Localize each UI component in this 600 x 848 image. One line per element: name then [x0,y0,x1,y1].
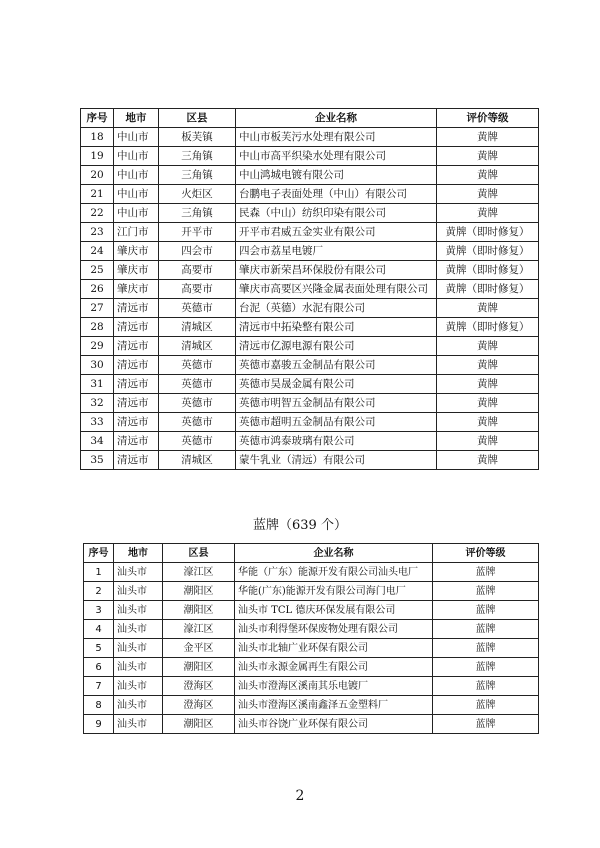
row-rating: 黄牌（即时修复） [437,223,539,242]
header-company: 企业名称 [236,109,437,128]
row-index: 29 [81,337,114,356]
row-city: 肇庆市 [114,242,159,261]
row-city: 清远市 [114,318,159,337]
row-city: 清远市 [114,451,159,470]
row-district: 清城区 [159,451,236,470]
row-rating: 黄牌（即时修复） [437,318,539,337]
table-row [81,185,539,204]
row-company: 蒙牛乳业（清远）有限公司 [236,451,437,470]
header-index: 序号 [81,109,114,128]
table-row [81,204,539,223]
row-district: 潮阳区 [163,601,235,620]
row-company: 台鹏电子表面处理（中山）有限公司 [236,185,437,204]
row-company: 英德市昊晟金属有限公司 [236,375,437,394]
row-rating: 蓝牌 [433,582,539,601]
row-city: 清远市 [114,432,159,451]
table-row [84,582,539,601]
header-district: 区县 [159,109,236,128]
table-row [84,563,539,582]
row-rating: 黄牌 [437,299,539,318]
row-index: 20 [81,166,114,185]
row-city: 中山市 [114,185,159,204]
row-company: 台泥（英德）水泥有限公司 [236,299,437,318]
table-row [81,432,539,451]
row-district: 濠江区 [163,563,235,582]
row-rating: 黄牌 [437,375,539,394]
row-district: 金平区 [163,639,235,658]
row-district: 濠江区 [163,620,235,639]
table-row [81,261,539,280]
row-index: 33 [81,413,114,432]
row-company: 肇庆市新荣昌环保股份有限公司 [236,261,437,280]
table-row [81,223,539,242]
row-index: 3 [84,601,114,620]
row-rating: 黄牌 [437,451,539,470]
row-district: 潮阳区 [163,658,235,677]
row-index: 26 [81,280,114,299]
row-index: 8 [84,696,114,715]
row-district: 清城区 [159,318,236,337]
row-city: 中山市 [114,147,159,166]
row-district: 三角镇 [159,204,236,223]
row-city: 清远市 [114,356,159,375]
table-row [84,715,539,734]
row-company: 汕头市澄海区溪南其乐电镀厂 [235,677,433,696]
row-company: 汕头市谷饶广业环保有限公司 [235,715,433,734]
row-rating: 黄牌 [437,432,539,451]
row-rating: 黄牌 [437,128,539,147]
row-city: 清远市 [114,299,159,318]
row-district: 板芙镇 [159,128,236,147]
row-rating: 黄牌（即时修复） [437,261,539,280]
row-index: 9 [84,715,114,734]
row-company: 华能（广东）能源开发有限公司汕头电厂 [235,563,433,582]
row-city: 中山市 [114,128,159,147]
table-row [81,166,539,185]
row-company: 华能(广东)能源开发有限公司海门电厂 [235,582,433,601]
header-index: 序号 [84,544,114,563]
table-row [81,147,539,166]
table-row [81,318,539,337]
row-district: 潮阳区 [163,715,235,734]
row-rating: 黄牌 [437,337,539,356]
row-city: 肇庆市 [114,280,159,299]
row-district: 英德市 [159,299,236,318]
row-city: 汕头市 [114,601,163,620]
row-district: 英德市 [159,432,236,451]
row-index: 23 [81,223,114,242]
table-row [84,658,539,677]
table-row [81,242,539,261]
row-city: 江门市 [114,223,159,242]
row-city: 汕头市 [114,639,163,658]
table-row [81,356,539,375]
table-header-row [84,544,539,563]
header-rating: 评价等级 [437,109,539,128]
row-district: 三角镇 [159,147,236,166]
table-row [81,451,539,470]
page-number: 2 [295,788,305,804]
blue-card-table [83,543,539,734]
row-district: 英德市 [159,413,236,432]
table-row [84,639,539,658]
header-district: 区县 [163,544,235,563]
row-rating: 黄牌（即时修复） [437,242,539,261]
row-company: 汕头市永源金属再生有限公司 [235,658,433,677]
row-rating: 黄牌 [437,166,539,185]
table-row [81,375,539,394]
header-city: 地市 [114,109,159,128]
row-rating: 蓝牌 [433,677,539,696]
table-row [81,280,539,299]
row-city: 清远市 [114,413,159,432]
table-row [84,620,539,639]
row-index: 24 [81,242,114,261]
row-company: 汕头市澄海区溪南鑫泽五金塑料厂 [235,696,433,715]
row-index: 27 [81,299,114,318]
row-district: 高要市 [159,280,236,299]
row-rating: 蓝牌 [433,620,539,639]
row-index: 7 [84,677,114,696]
table-row [81,299,539,318]
row-district: 澄海区 [163,696,235,715]
row-index: 2 [84,582,114,601]
row-rating: 蓝牌 [433,658,539,677]
row-rating: 黄牌 [437,185,539,204]
row-district: 英德市 [159,394,236,413]
row-index: 4 [84,620,114,639]
row-district: 潮阳区 [163,582,235,601]
table-row [81,413,539,432]
row-index: 31 [81,375,114,394]
row-rating: 黄牌（即时修复） [437,280,539,299]
row-city: 汕头市 [114,696,163,715]
row-rating: 蓝牌 [433,696,539,715]
table-row [81,394,539,413]
row-rating: 蓝牌 [433,639,539,658]
row-company: 四会市荔星电镀厂 [236,242,437,261]
row-city: 汕头市 [114,620,163,639]
row-city: 清远市 [114,394,159,413]
row-index: 32 [81,394,114,413]
row-company: 清远市亿源电源有限公司 [236,337,437,356]
row-company: 汕头市利得堡环保废物处理有限公司 [235,620,433,639]
table-row [84,677,539,696]
row-index: 25 [81,261,114,280]
row-district: 英德市 [159,356,236,375]
row-city: 汕头市 [114,563,163,582]
yellow-card-table [80,108,539,470]
blue-section-title: 蓝牌（639 个） [253,518,347,533]
row-company: 汕头市 TCL 德庆环保发展有限公司 [235,601,433,620]
row-index: 22 [81,204,114,223]
row-rating: 黄牌 [437,147,539,166]
row-company: 清远市中拓染整有限公司 [236,318,437,337]
row-rating: 蓝牌 [433,715,539,734]
row-company: 英德市嘉骏五金制品有限公司 [236,356,437,375]
row-district: 高要市 [159,261,236,280]
row-index: 28 [81,318,114,337]
row-district: 英德市 [159,375,236,394]
row-index: 35 [81,451,114,470]
row-company: 中山鸿城电镀有限公司 [236,166,437,185]
table-row [84,601,539,620]
row-index: 21 [81,185,114,204]
row-rating: 蓝牌 [433,601,539,620]
row-company: 中山市高平织染水处理有限公司 [236,147,437,166]
row-index: 30 [81,356,114,375]
row-rating: 黄牌 [437,413,539,432]
row-company: 肇庆市高要区兴隆金属表面处理有限公司 [236,280,437,299]
row-city: 清远市 [114,375,159,394]
row-rating: 黄牌 [437,356,539,375]
row-city: 汕头市 [114,677,163,696]
row-district: 三角镇 [159,166,236,185]
row-company: 英德市明智五金制品有限公司 [236,394,437,413]
table-row [81,337,539,356]
row-district: 四会市 [159,242,236,261]
row-company: 民森（中山）纺织印染有限公司 [236,204,437,223]
row-rating: 蓝牌 [433,563,539,582]
row-district: 开平市 [159,223,236,242]
row-company: 汕头市北轴广业环保有限公司 [235,639,433,658]
row-city: 中山市 [114,204,159,223]
row-index: 1 [84,563,114,582]
row-index: 19 [81,147,114,166]
row-company: 英德市超明五金制品有限公司 [236,413,437,432]
row-city: 汕头市 [114,582,163,601]
header-rating: 评价等级 [433,544,539,563]
header-company: 企业名称 [235,544,433,563]
row-company: 英德市鸿泰玻璃有限公司 [236,432,437,451]
table-header-row [81,109,539,128]
row-city: 肇庆市 [114,261,159,280]
row-district: 火炬区 [159,185,236,204]
row-city: 汕头市 [114,715,163,734]
row-index: 34 [81,432,114,451]
row-company: 中山市板芙污水处理有限公司 [236,128,437,147]
row-rating: 黄牌 [437,204,539,223]
row-company: 开平市君威五金实业有限公司 [236,223,437,242]
row-city: 清远市 [114,337,159,356]
row-index: 5 [84,639,114,658]
table-row [84,696,539,715]
row-index: 6 [84,658,114,677]
row-city: 汕头市 [114,658,163,677]
row-index: 18 [81,128,114,147]
row-rating: 黄牌 [437,394,539,413]
table-row [81,128,539,147]
row-district: 澄海区 [163,677,235,696]
row-district: 清城区 [159,337,236,356]
row-city: 中山市 [114,166,159,185]
header-city: 地市 [114,544,163,563]
